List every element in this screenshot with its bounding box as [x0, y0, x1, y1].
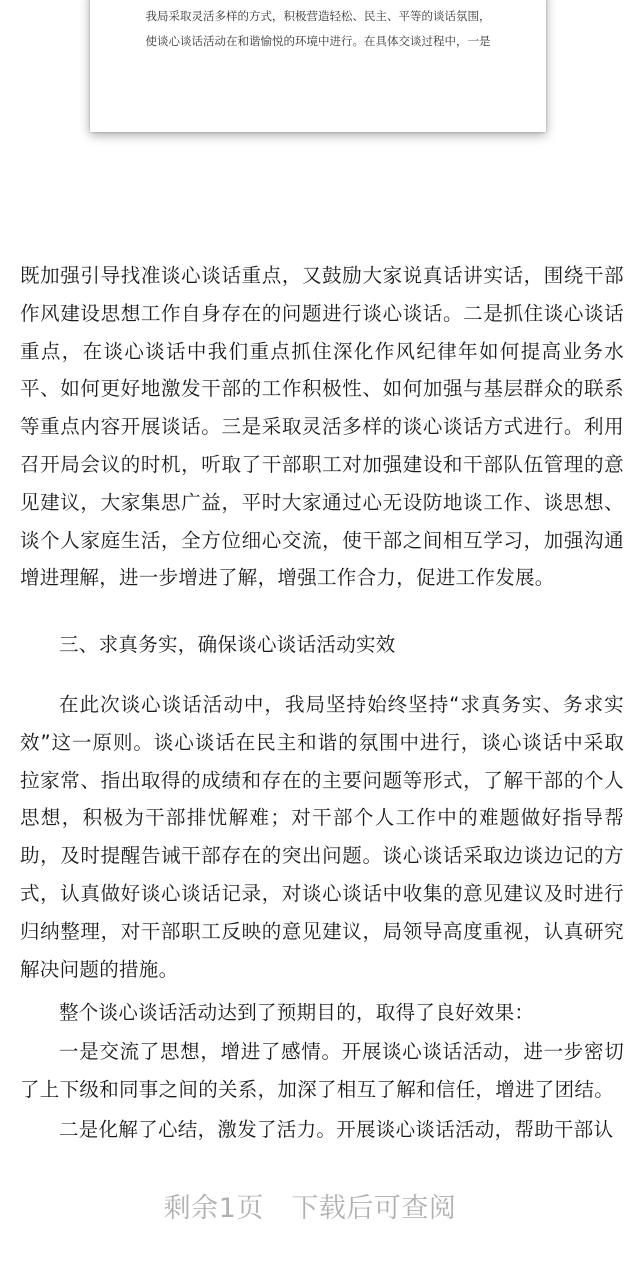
remaining-pages-notice[interactable]: 剩余1页 下载后可查阅 [163, 1193, 457, 1224]
paragraph-4: 一是交流了思想，增进了感情。开展谈心谈话活动，进一步密切了上下级和同事之间的关系，加深了相互了解和信任，增进了团结。 [20, 1040, 624, 1101]
document-preview-card [90, 0, 546, 132]
paragraph-5: 二是化解了心结，激发了活力。开展谈心谈话活动，帮助干部认 [59, 1118, 614, 1141]
paragraph-1: 既加强引导找准谈心谈话重点，又鼓励大家说真话讲实话，围绕干部作风建设思想工作自身存在的问题进行谈心谈话。二是抓住谈心谈话重点，在谈心谈话中我们重点抓住深化作风纪律年如何提高业务水平、如何更好地激发干部的工作积极性、如何加强与基层群众的联系等重点内容开展谈话。三是采取灵活多样的谈心谈话方式进行。利用召开局会议的时机，听取了干部职工对加强建设和干部队伍管理的意见建议，大家集思广益，平时大家通过心无设防地谈工作、谈思想、谈个人家庭生活，全方位细心交流，使干部之间相互学习，加强沟通增进理解，进一步增进了解，增强工作合力，促进工作发展。 [20, 264, 624, 590]
preview-line-3: 使谈心谈话活动在和谐愉悦的环境中进行。在具体交谈过程中，一是 [145, 34, 491, 48]
paragraph-2: 在此次谈心谈话活动中，我局坚持始终坚持“求真务实、务求实效”这一原则。谈心谈话在民主和谐的氛围中进行，谈心谈话中采取拉家常、指出取得的成绩和存在的主要问题等形式，了解干部的个人思想，积极为干部排忧解难；对干部个人工作中的难题做好指导帮助，及时提醒告诫干部存在的突出问题。谈心谈话采取边谈边记的方式，认真做好谈心谈话记录，对谈心谈话中收集的意见建议及时进行归纳整理，对干部职工反映的意见建议，局领导高度重视，认真研究解决问题的措施。 [20, 693, 624, 981]
paragraph-3: 整个谈心谈话活动达到了预期目的，取得了良好效果： [59, 1001, 535, 1024]
preview-line-2: 我局采取灵活多样的方式，积极营造轻松、民主、平等的谈话氛围， [145, 9, 491, 23]
section-heading-3: 三、求真务实，确保谈心谈话活动实效 [59, 633, 396, 656]
